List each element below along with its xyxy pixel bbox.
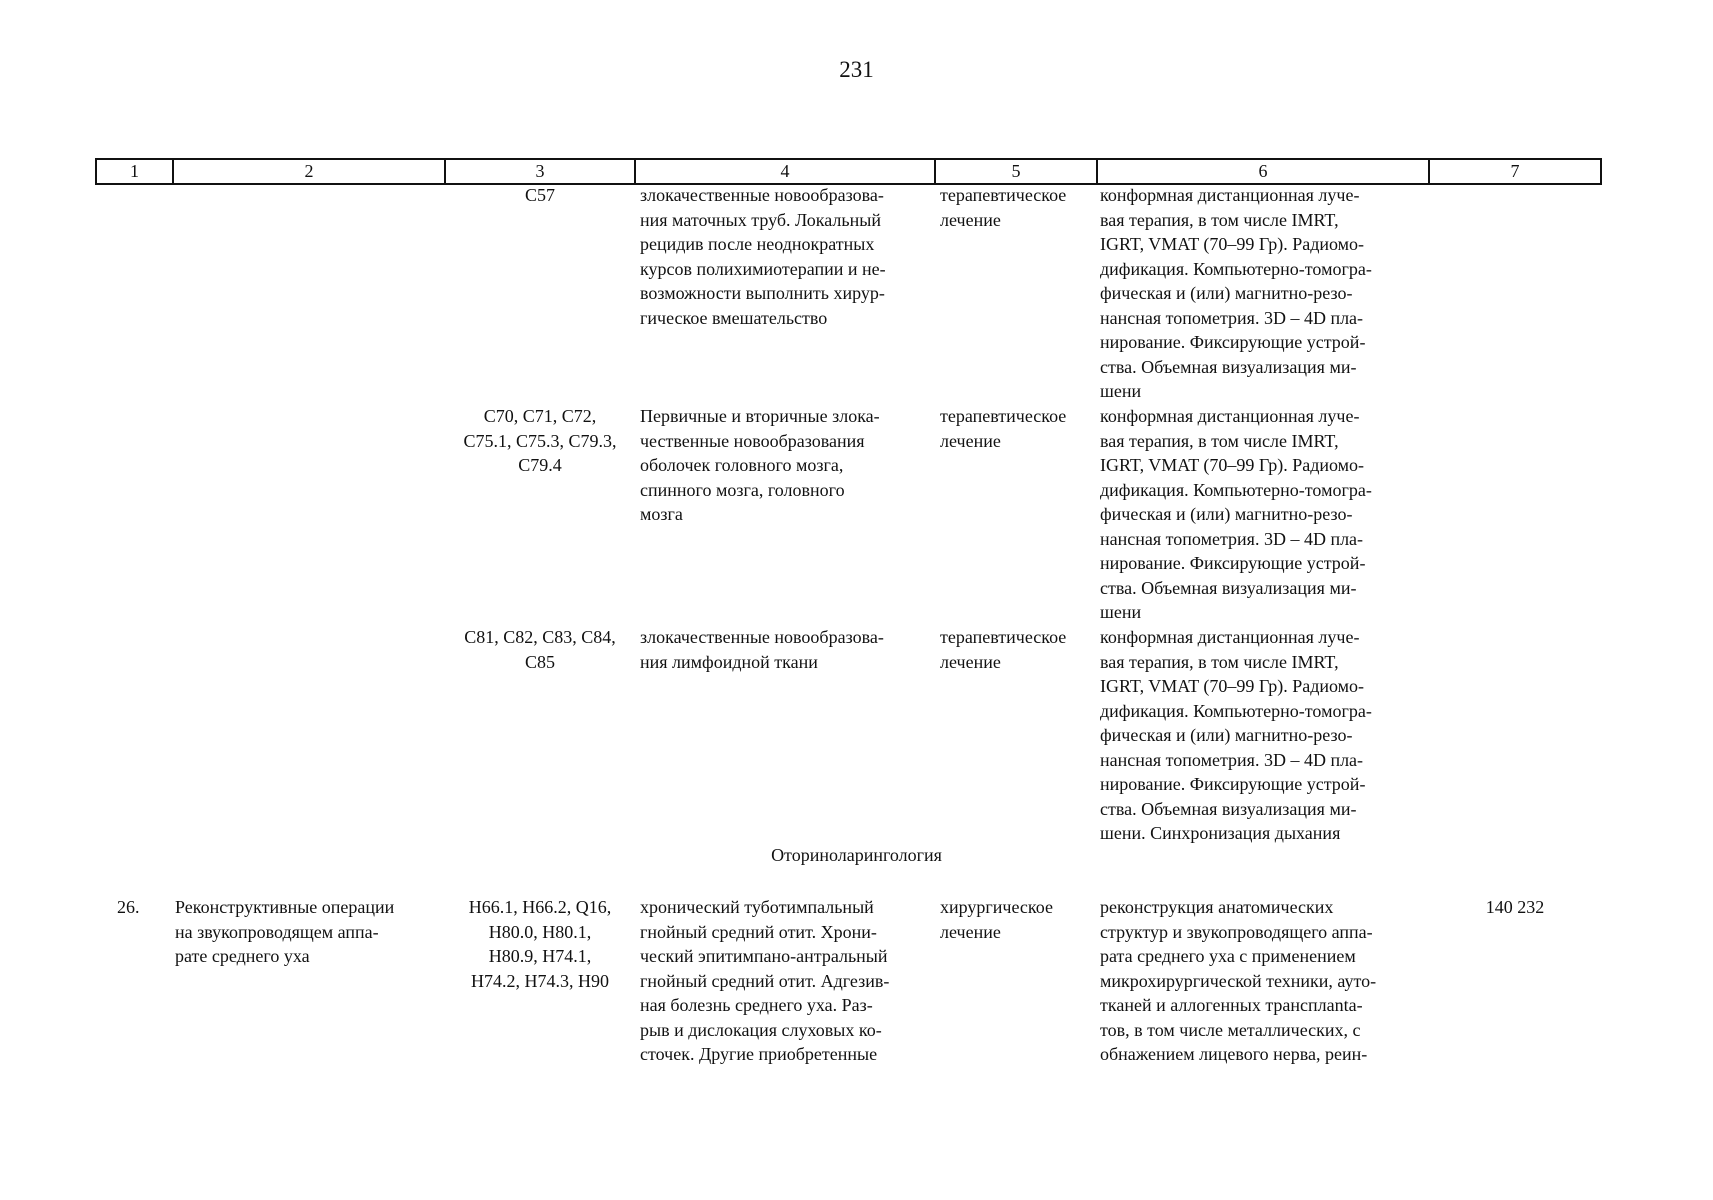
text-line: рата среднего уха с применением (1100, 946, 1356, 966)
text-line: лечение (940, 921, 1001, 942)
treatment-method-cell (1100, 895, 1376, 1067)
text-line: H66.1, H66.2, Q16, (468, 897, 612, 917)
text-line: ческий эпитимпано-антральный (640, 946, 888, 966)
treatment-method-cell (1100, 404, 1372, 625)
text-line: рыв и дислокация слуховых ко- (640, 1019, 882, 1040)
text-line: C70, C71, C72, (483, 406, 597, 426)
text-line: лечение (940, 651, 1001, 672)
text-line: Реконструктивные операции (175, 897, 395, 917)
text-line: рецидив после неоднократных (640, 234, 875, 254)
text-line: оболочек головного мозга, (640, 455, 844, 475)
text-line: хронический туботимпальный (640, 897, 874, 917)
text-line: фическая и (или) магнитно-резо- (1100, 725, 1353, 745)
text-line: лечение (940, 209, 1001, 230)
diagnosis-cell (640, 895, 889, 1067)
text-line: реконструкция анатомических (1100, 897, 1334, 917)
treatment-type-cell (940, 404, 1066, 453)
column-number: 1 (96, 159, 173, 184)
text-line: микрохирургической техники, ауто- (1100, 970, 1377, 991)
text-line: возможности выполнить хирур- (640, 283, 885, 303)
text-line: терапевтическое (940, 185, 1067, 205)
text-line: злокачественные новообразова- (640, 627, 884, 647)
text-line: дификация. Компьютерно-томогра- (1100, 479, 1372, 500)
text-line: Первичные и вторичные злока- (640, 406, 880, 426)
text-line: нирование. Фиксирующие устрой- (1100, 332, 1366, 352)
text-line: C57 (524, 185, 555, 205)
column-number: 7 (1429, 159, 1601, 184)
text-line: нирование. Фиксирующие устрой- (1100, 774, 1366, 794)
text-line: гнойный средний отит. Адгезив- (640, 970, 890, 991)
text-line: шени (1100, 602, 1142, 622)
text-line: вая терапия, в том числе IMRT, (1100, 209, 1339, 230)
text-line: вая терапия, в том числе IMRT, (1100, 430, 1339, 451)
text-line: фическая и (или) магнитно-резо- (1100, 504, 1353, 524)
text-line: обнажением лицевого нерва, реин- (1100, 1044, 1368, 1064)
diagnosis-cell (640, 625, 884, 674)
treatment-method-cell (1100, 625, 1372, 846)
text-line: H80.9, H74.1, (488, 946, 592, 966)
text-line: ства. Объемная визуализация ми- (1100, 356, 1357, 377)
text-line: злокачественные новообразова- (640, 185, 884, 205)
text-line: H80.0, H80.1, (488, 921, 592, 942)
treatment-type-cell (940, 183, 1066, 232)
column-number: 4 (635, 159, 935, 184)
diagnosis-cell (640, 404, 880, 527)
text-line: ства. Объемная визуализация ми- (1100, 798, 1357, 819)
column-number-header (95, 158, 1602, 185)
text-line: спинного мозга, головного (640, 479, 845, 500)
text-line: гнойный средний отит. Хрони- (640, 921, 877, 942)
text-line: H74.2, H74.3, H90 (471, 970, 609, 991)
column-number: 5 (935, 159, 1097, 184)
text-line: ния маточных труб. Локальный (640, 209, 881, 230)
text-line: ная болезнь среднего уха. Раз- (640, 995, 873, 1015)
text-line: конформная дистанционная луче- (1100, 406, 1360, 426)
text-line: шени. Синхронизация дыхания (1100, 823, 1341, 843)
diagnosis-cell (640, 183, 886, 330)
column-number: 2 (173, 159, 445, 184)
text-line: терапевтическое (940, 406, 1067, 426)
text-line: терапевтическое (940, 627, 1067, 647)
text-line: дификация. Компьютерно-томогра- (1100, 700, 1372, 721)
text-line: рате среднего уха (175, 946, 310, 966)
treatment-type-cell (940, 625, 1066, 674)
section-title: Оториноларингология (771, 845, 942, 865)
text-line: C85 (524, 651, 555, 672)
text-line: чественные новообразования (640, 430, 865, 451)
text-line: C75.1, C75.3, C79.3, (463, 430, 617, 451)
text-line: нирование. Фиксирующие устрой- (1100, 553, 1366, 573)
text-line: курсов полихимиотерапии и не- (640, 258, 886, 279)
text-line: нансная топометрия. 3D – 4D пла- (1100, 528, 1364, 549)
text-line: тканей и аллогенных трансплanta- (1100, 995, 1363, 1015)
text-line: IGRT, VMAT (70–99 Гр). Радиомо- (1100, 234, 1365, 254)
text-line: конформная дистанционная луче- (1100, 185, 1360, 205)
icd-codes-cell (445, 183, 635, 208)
text-line: хирургическое (940, 897, 1053, 917)
text-line: тов, в том числе металлических, с (1100, 1019, 1361, 1040)
column-number: 6 (1097, 159, 1429, 184)
text-line: мозга (640, 504, 683, 524)
text-line: IGRT, VMAT (70–99 Гр). Радиомо- (1100, 455, 1365, 475)
text-line: C79.4 (518, 455, 562, 475)
text-line: конформная дистанционная луче- (1100, 627, 1360, 647)
icd-codes-cell (445, 625, 635, 674)
text-line: на звукопроводящем аппа- (175, 921, 379, 942)
text-line: вая терапия, в том числе IMRT, (1100, 651, 1339, 672)
treatment-type-cell (940, 895, 1053, 944)
text-line: C81, C82, C83, C84, (464, 627, 616, 647)
text-line: нансная топометрия. 3D – 4D пла- (1100, 749, 1364, 770)
page-number: 231 (839, 57, 874, 82)
text-line: сточек. Другие приобретенные (640, 1044, 878, 1064)
text-line: IGRT, VMAT (70–99 Гр). Радиомо- (1100, 676, 1365, 696)
cost-cell: 140 232 (1485, 897, 1545, 917)
text-line: ния лимфоидной ткани (640, 651, 818, 672)
column-number: 3 (445, 159, 635, 184)
text-line: нансная топометрия. 3D – 4D пла- (1100, 307, 1364, 328)
icd-codes-cell (445, 404, 635, 478)
text-line: дификация. Компьютерно-томогра- (1100, 258, 1372, 279)
text-line: лечение (940, 430, 1001, 451)
text-line: структур и звукопроводящего аппа- (1100, 921, 1373, 942)
text-line: ства. Объемная визуализация ми- (1100, 577, 1357, 598)
procedure-name-cell (175, 895, 394, 969)
icd-codes-cell (445, 895, 635, 993)
entry-number: 26. (117, 897, 140, 917)
text-line: фическая и (или) магнитно-резо- (1100, 283, 1353, 303)
text-line: гическое вмешательство (640, 307, 828, 328)
text-line: шени (1100, 381, 1142, 401)
treatment-method-cell (1100, 183, 1372, 404)
